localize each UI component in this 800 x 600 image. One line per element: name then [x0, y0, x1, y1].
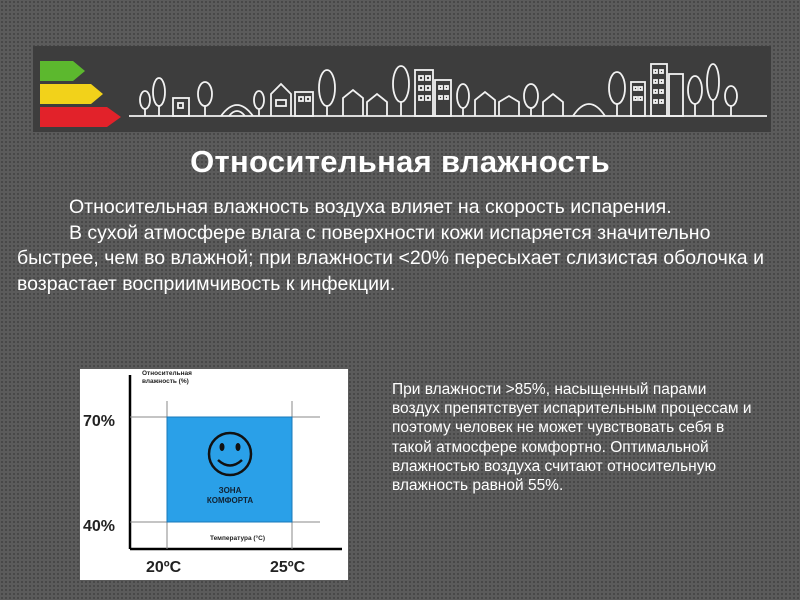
y-axis-title-line1: Относительная	[142, 370, 192, 377]
energy-cityscape-illustration	[33, 46, 771, 132]
x-axis-title: Температура (°С)	[210, 535, 265, 542]
y-tick-70: 70%	[83, 413, 116, 430]
energy-bar-green	[40, 61, 85, 81]
paragraph-dry-atmosphere: В сухой атмосфере влага с поверхности кожи испаряется значительно быстрее, чем во влажной; при влажности <20% пересыхает слизистая оболочка и возрастает восприимчивость к инфекции.	[17, 221, 764, 295]
side-note: При влажности >85%, насыщенный парами воздух препятствует испарительным процессам и поэтому человек не может чувствовать себя в такой атмосфере комфортно. Оптимальной влажностью воздуха считают относительную влажность равной 55%.	[392, 381, 752, 495]
x-tick-25c: 25ºC	[270, 559, 306, 576]
y-tick-40: 40%	[83, 518, 116, 535]
slide-title: Относительная влажность	[190, 144, 610, 179]
energy-bar-yellow	[40, 84, 103, 104]
y-axis-title-line2: влажность (%)	[142, 378, 189, 385]
paragraph-evaporation: Относительная влажность воздуха влияет на скорость испарения.	[69, 196, 672, 218]
zone-label-line1: ЗОНА	[218, 486, 242, 495]
comfort-zone-figure	[80, 369, 348, 580]
body-text	[17, 195, 777, 297]
zone-label-line2: КОМФОРТА	[206, 496, 254, 505]
city-skyline-icon	[129, 64, 767, 116]
comfort-zone-diagram	[80, 369, 348, 580]
header-banner	[33, 46, 771, 132]
energy-bar-red	[40, 107, 121, 127]
x-tick-20c: 20ºC	[146, 559, 182, 576]
